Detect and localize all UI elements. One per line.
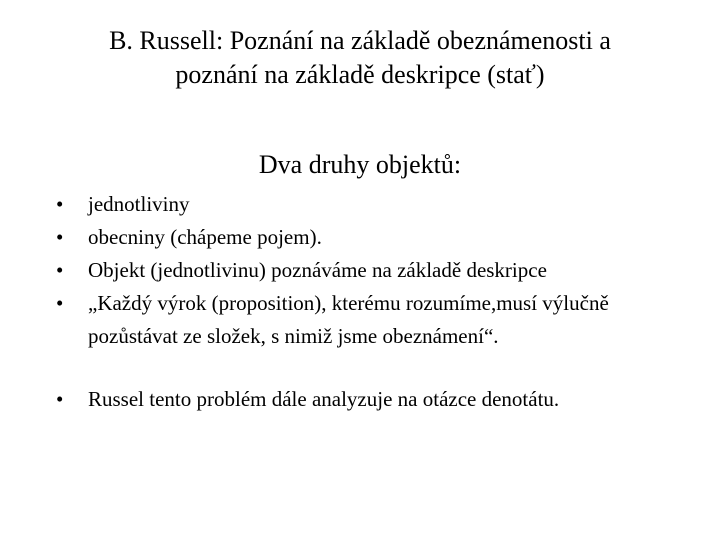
bullet-icon: • — [56, 291, 64, 315]
bullet-item — [50, 221, 690, 254]
slide-subtitle: Dva druhy objektů: — [258, 150, 462, 179]
bullet-item — [50, 383, 690, 416]
bullet-text: „Každý výrok (proposition), kterému rozumíme,musí výlučně pozůstávat ze složek, s nimiž jsme obeznámení“. — [88, 291, 609, 348]
bullet-icon: • — [56, 387, 64, 411]
bullet-text: jednotliviny — [88, 192, 190, 216]
bullet-icon: • — [56, 258, 64, 282]
bullet-list — [50, 188, 690, 416]
bullet-icon: • — [56, 225, 64, 249]
bullet-item — [50, 254, 690, 287]
bullet-item — [50, 287, 690, 353]
slide-title-line-2: poznání na základě deskripce (stať) — [175, 60, 545, 89]
slide-title-line-1: B. Russell: Poznání na základě obeznámenosti a — [109, 26, 611, 55]
bullet-item — [50, 188, 690, 221]
bullet-text: obecniny (chápeme pojem). — [88, 225, 322, 249]
bullet-icon: • — [56, 192, 64, 216]
bullet-text: Objekt (jednotlivinu) poznáváme na základě deskripce — [88, 258, 547, 282]
slide-title — [40, 24, 680, 92]
bullet-text: Russel tento problém dále analyzuje na otázce denotátu. — [88, 387, 560, 411]
